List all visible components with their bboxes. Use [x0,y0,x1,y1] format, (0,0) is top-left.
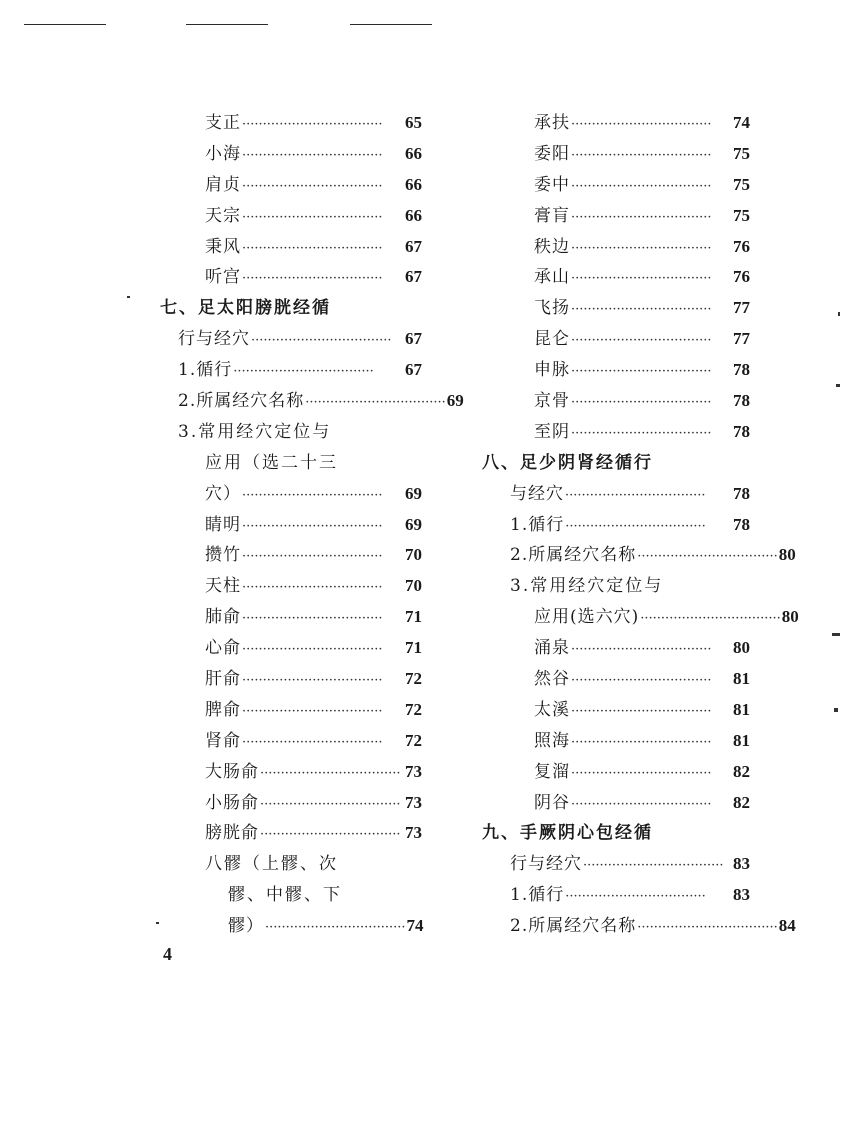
toc-leader-dots: ·································· [571,271,712,287]
toc-entry-page: 66 [405,205,422,225]
toc-entry [160,355,422,386]
toc-entry [160,232,422,263]
toc-leader-dots: ·································· [571,209,712,225]
toc-entry [482,232,750,263]
toc-entry-page: 73 [405,792,422,812]
toc-entry-page: 75 [733,174,750,194]
toc-entry-page: 82 [733,792,750,812]
toc-entry [160,540,422,571]
toc-leader-dots: ·································· [242,178,383,194]
toc-leader-dots: ·································· [571,117,712,132]
toc-entry-page: 66 [405,143,422,163]
toc-entry-page: 70 [405,545,422,565]
toc-entry [482,602,799,633]
toc-entry-title: 脾俞 [205,699,241,720]
toc-entry-page: 70 [405,576,422,596]
toc-entry-page: 77 [733,298,750,318]
toc-entry-page: 76 [733,236,750,256]
toc-entry-page: 75 [733,205,750,225]
toc-leader-dots: ·································· [571,642,712,658]
toc-leader-dots: ·································· [583,858,724,874]
toc-leader-dots: ·································· [571,673,712,689]
toc-entry-page: 81 [733,699,750,719]
toc-entry [482,417,750,448]
toc-entry [160,664,422,695]
toc-entry-title: 攒竹 [205,545,241,566]
toc-entry [482,479,750,510]
toc-entry-page: 78 [733,483,750,503]
toc-leader-dots: ·································· [571,333,712,349]
toc-leader-dots: ·································· [571,425,712,441]
toc-entry-title: 大肠俞 [205,761,259,782]
toc-entry-title: 肩贞 [205,174,241,195]
toc-entry-page: 65 [405,113,422,132]
toc-entry-page: 80 [778,545,796,565]
toc-entry-title: 至阴 [534,421,570,442]
toc-entry-page: 83 [733,854,750,874]
toc-entry-page: 69 [405,483,422,503]
toc-entry-title: 天柱 [205,576,241,597]
toc-entry-title: 1.循行 [178,360,233,381]
toc-entry-title: 肺俞 [205,607,241,628]
toc-entry-title: 昆仑 [534,329,570,350]
toc-leader-dots: ·································· [260,796,401,812]
toc-leader-dots: ·································· [251,333,392,349]
toc-entry-title: 承扶 [534,113,570,133]
scan-speck [832,633,840,636]
toc-leader-dots: ·································· [571,734,712,750]
toc-entry-page: 81 [733,730,750,750]
toc-entry [482,911,796,942]
toc-leader-dots: ·································· [242,673,383,689]
scan-speck [836,384,840,387]
toc-entry [160,757,422,788]
toc-entry-page: 84 [778,916,796,936]
toc-entry [160,571,422,602]
toc-leader-dots: ·································· [260,765,401,781]
toc-leader-dots: ·································· [233,364,374,380]
toc-leader-dots: ·································· [571,703,712,719]
toc-entry [160,510,422,541]
toc-entry-title: 复溜 [534,761,570,782]
toc-entry [160,602,422,633]
page-number: 4 [163,944,172,964]
toc-entry [482,540,796,571]
toc-entry [160,324,422,355]
toc-entry-title: 七、足太阳膀胱经循 [160,298,331,319]
toc-entry-page: 80 [733,638,750,658]
toc-text-line [160,880,422,911]
toc-leader-dots: ·································· [260,827,401,843]
toc-entry-title: 应用（选二十三 [205,452,338,473]
toc-entry-title: 膏肓 [534,205,570,226]
toc-entry [482,139,750,170]
toc-entry [160,108,422,139]
toc-entry [482,633,750,664]
toc-entry-title: 秩边 [534,236,570,257]
toc-entry-title: 秉风 [205,236,241,257]
toc-entry-title: 1.循行 [510,514,565,535]
toc-leader-dots: ·································· [242,703,383,719]
toc-entry-title: 3.常用经穴定位与 [510,576,664,597]
toc-entry-page: 67 [405,236,422,256]
toc-entry [160,818,422,849]
toc-entry [482,262,750,293]
toc-entry-page: 72 [405,730,422,750]
toc-section-heading [482,448,750,479]
toc-entry-title: 九、手厥阴心包经循 [482,823,653,844]
toc-leader-dots: ·································· [242,611,383,627]
toc-entry [160,479,422,510]
toc-entry-title: 照海 [534,730,570,751]
toc-entry [482,293,750,324]
toc-entry [160,726,422,757]
toc-entry-title: 支正 [205,113,241,133]
toc-text-line [482,571,750,602]
toc-entry-page: 72 [405,699,422,719]
toc-entry [160,633,422,664]
scan-speck [127,296,130,298]
toc-entry-page: 76 [733,267,750,287]
toc-entry [160,386,464,417]
toc-entry-title: 申脉 [534,360,570,381]
toc-entry-title: 八、足少阴肾经循行 [482,452,653,473]
toc-leader-dots: ·································· [242,549,383,565]
toc-entry-page: 67 [405,267,422,287]
toc-entry [482,170,750,201]
toc-entry-title: 膀胱俞 [205,823,259,844]
toc-section-heading [482,818,750,849]
toc-entry-page: 83 [733,885,750,905]
toc-entry-title: 髎、中髎、下 [228,885,342,906]
toc-entry-page: 69 [405,514,422,534]
toc-entry [482,664,750,695]
toc-leader-dots: ·································· [571,796,712,812]
toc-entry-page: 72 [405,669,422,689]
toc-leader-dots: ·································· [637,920,778,936]
toc-leader-dots: ·································· [265,920,406,936]
toc-leader-dots: ·································· [242,518,383,534]
toc-entry [482,757,750,788]
toc-entry-page: 71 [405,638,422,658]
top-rule-2 [186,24,268,25]
toc-entry [482,510,750,541]
toc-entry [482,726,750,757]
toc-entry-title: 2.所属经穴名称 [510,916,637,937]
toc-entry-title: 然谷 [534,669,570,690]
toc-entry-title: 行与经穴 [510,854,582,875]
toc-leader-dots: ·································· [242,734,383,750]
toc-entry [482,880,750,911]
toc-leader-dots: ·································· [565,518,706,534]
toc-right-column [482,108,799,942]
toc-entry-page: 77 [733,329,750,349]
toc-entry-page: 74 [733,113,750,132]
toc-entry [160,201,422,232]
toc-entry-page: 67 [405,360,422,380]
toc-entry-page: 82 [733,761,750,781]
top-rule-1 [24,24,106,25]
toc-entry-title: 阴谷 [534,792,570,813]
toc-entry-title: 肾俞 [205,730,241,751]
toc-entry-title: 听宫 [205,267,241,288]
toc-entry-title: 2.所属经穴名称 [178,391,305,412]
toc-entry [482,201,750,232]
toc-leader-dots: ·································· [242,642,383,658]
toc-leader-dots: ·································· [571,240,712,256]
toc-leader-dots: ·································· [571,302,712,318]
toc-entry-title: 小肠俞 [205,792,259,813]
toc-leader-dots: ·································· [242,209,383,225]
toc-entry-page: 78 [733,421,750,441]
toc-entry-page: 69 [446,391,464,411]
toc-leader-dots: ·································· [571,364,712,380]
scan-speck [156,922,159,924]
toc-entry-page: 81 [733,669,750,689]
toc-entry-title: 委阳 [534,143,570,164]
toc-leader-dots: ·································· [565,487,706,503]
toc-leader-dots: ·································· [242,271,383,287]
toc-section-heading [160,293,422,324]
toc-entry-title: 穴） [205,483,241,504]
toc-left-column [160,108,464,942]
toc-entry-title: 小海 [205,143,241,164]
toc-entry-title: 2.所属经穴名称 [510,545,637,566]
toc-leader-dots: ·································· [565,889,706,905]
toc-entry [482,386,750,417]
toc-text-line [160,448,422,479]
toc-entry-title: 心俞 [205,638,241,659]
scan-speck [838,312,840,316]
toc-entry-page: 67 [405,329,422,349]
toc-entry-title: 飞扬 [534,298,570,319]
toc-entry [482,849,750,880]
toc-text-line [160,417,422,448]
toc-entry [160,788,422,819]
toc-leader-dots: ·································· [571,765,712,781]
toc-leader-dots: ·································· [571,395,712,411]
toc-entry-title: 涌泉 [534,638,570,659]
toc-entry [160,695,422,726]
toc-leader-dots: ·································· [305,395,446,411]
toc-entry-title: 太溪 [534,699,570,720]
toc-entry-page: 75 [733,143,750,163]
toc-entry [160,911,422,942]
toc-entry-page: 74 [406,916,424,936]
toc-entry-title: 承山 [534,267,570,288]
toc-entry-page: 78 [733,514,750,534]
toc-leader-dots: ·································· [242,580,383,596]
toc-entry-title: 1.循行 [510,885,565,906]
toc-entry [482,108,750,139]
toc-entry [482,324,750,355]
toc-entry-page: 78 [733,360,750,380]
toc-entry [482,355,750,386]
toc-leader-dots: ·································· [571,178,712,194]
top-rule-3 [350,24,432,25]
toc-leader-dots: ·································· [640,611,781,627]
toc-entry [160,170,422,201]
toc-entry-title: 应用(选六穴) [534,607,640,628]
toc-text-line [160,849,422,880]
toc-entry-title: 八髎（上髎、次 [205,854,338,875]
toc-entry-title: 与经穴 [510,483,564,504]
toc-entry-page: 73 [405,823,422,843]
toc-leader-dots: ·································· [637,549,778,565]
toc-leader-dots: ·································· [242,117,383,132]
toc-entry-title: 3.常用经穴定位与 [178,421,332,442]
toc-entry [160,139,422,170]
toc-entry-title: 睛明 [205,514,241,535]
toc-entry [482,695,750,726]
toc-entry-title: 天宗 [205,205,241,226]
toc-entry-page: 71 [405,607,422,627]
toc-entry-page: 73 [405,761,422,781]
toc-entry-title: 肝俞 [205,669,241,690]
toc-leader-dots: ·································· [242,147,383,163]
toc-entry-title: 行与经穴 [178,329,250,350]
toc-leader-dots: ·································· [571,147,712,163]
scan-speck [834,708,838,712]
toc-entry-title: 京骨 [534,391,570,412]
toc-entry-title: 髎） [228,916,264,937]
toc-entry-page: 66 [405,174,422,194]
toc-entry-title: 委中 [534,174,570,195]
toc-entry-page: 80 [781,607,799,627]
toc-entry [482,788,750,819]
toc-leader-dots: ·································· [242,487,383,503]
toc-entry-page: 78 [733,391,750,411]
toc-entry [160,262,422,293]
toc-leader-dots: ·································· [242,240,383,256]
